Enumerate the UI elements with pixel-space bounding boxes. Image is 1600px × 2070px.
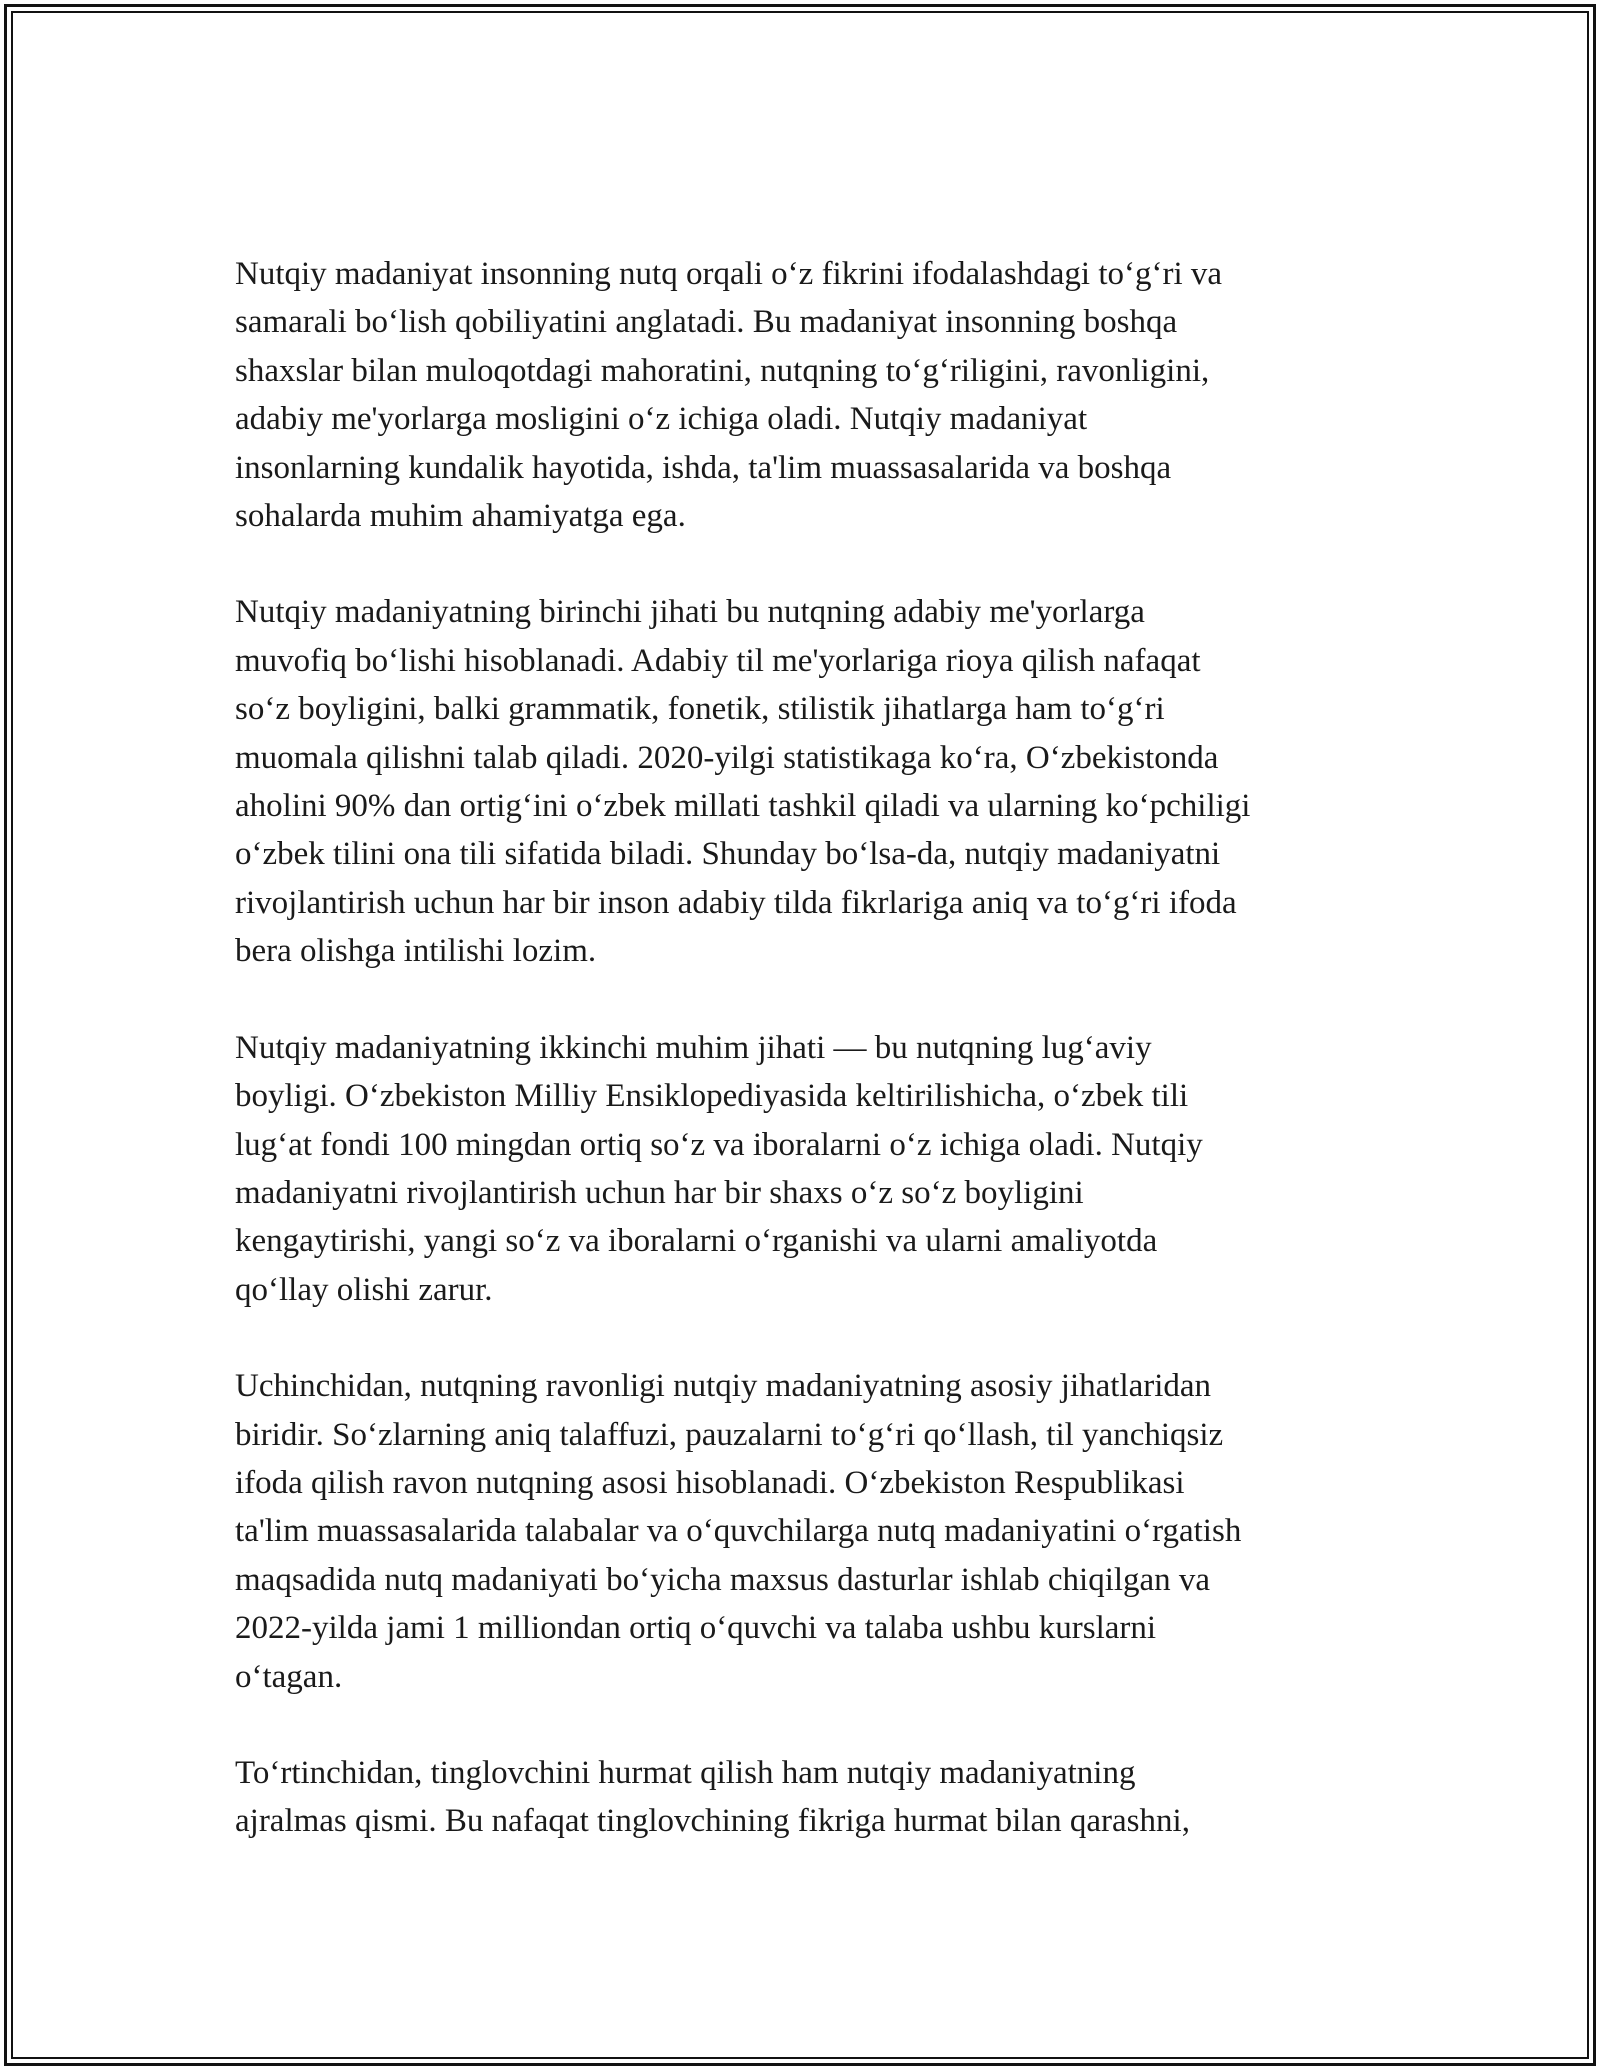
text-line: o‘tagan.	[235, 1658, 343, 1695]
text-line: adabiy me'yorlarga mosligini o‘z ichiga oladi. Nutqiy madaniyat	[235, 401, 1088, 438]
text-line: so‘z boyligini, balki grammatik, fonetik, stilistik jihatlarga ham to‘g‘ri	[235, 691, 1165, 728]
paragraph-1	[235, 250, 1365, 540]
text-line: maqsadida nutq madaniyati bo‘yicha maxsus dasturlar ishlab chiqilgan va	[235, 1561, 1211, 1598]
text-line: To‘rtinchidan, tinglovchini hurmat qilish ham nutqiy madaniyatning	[235, 1754, 1136, 1791]
text-line: Nutqiy madaniyatning ikkinchi muhim jihati — bu nutqning lug‘aviy	[235, 1029, 1152, 1066]
paragraph-4	[235, 1362, 1365, 1701]
text-line: samarali bo‘lish qobiliyatini anglatadi. Bu madaniyat insonning boshqa	[235, 304, 1178, 341]
text-line: kengaytirishi, yangi so‘z va iboralarni o‘rganishi va ularni amaliyotda	[235, 1223, 1158, 1260]
text-line: Nutqiy madaniyatning birinchi jihati bu nutqning adabiy me'yorlarga	[235, 594, 1145, 631]
text-line: muvofiq bo‘lishi hisoblanadi. Adabiy til me'yorlariga rioya qilish nafaqat	[235, 642, 1201, 679]
text-line: 2022-yilda jami 1 milliondan ortiq o‘quvchi va talaba ushbu kurslarni	[235, 1610, 1157, 1647]
paragraph-2	[235, 588, 1365, 975]
document-body	[235, 250, 1365, 1894]
text-line: ifoda qilish ravon nutqning asosi hisoblanadi. O‘zbekiston Respublikasi	[235, 1464, 1185, 1501]
text-line: qo‘llay olishi zarur.	[235, 1271, 493, 1308]
text-line: rivojlantirish uchun har bir inson adabiy tilda fikrlariga aniq va to‘g‘ri ifoda	[235, 884, 1237, 921]
paragraph-5	[235, 1749, 1365, 1846]
text-line: madaniyatni rivojlantirish uchun har bir shaxs o‘z so‘z boyligini	[235, 1174, 1084, 1211]
text-line: ta'lim muassasalarida talabalar va o‘quvchilarga nutq madaniyatini o‘rgatish	[235, 1513, 1242, 1550]
text-line: shaxslar bilan muloqotdagi mahoratini, nutqning to‘g‘riligini, ravonligini,	[235, 352, 1210, 389]
text-line: biridir. So‘zlarning aniq talaffuzi, pauzalarni to‘g‘ri qo‘llash, til yanchiqsiz	[235, 1416, 1224, 1453]
text-line: insonlarning kundalik hayotida, ishda, ta'lim muassasalarida va boshqa	[235, 449, 1172, 486]
text-line: ajralmas qismi. Bu nafaqat tinglovchining fikriga hurmat bilan qarashni,	[235, 1803, 1190, 1840]
text-line: sohalarda muhim ahamiyatga ega.	[235, 498, 686, 535]
paragraph-3	[235, 1024, 1365, 1314]
text-line: o‘zbek tilini ona tili sifatida biladi. Shunday bo‘lsa-da, nutqiy madaniyatni	[235, 836, 1221, 873]
text-line: muomala qilishni talab qiladi. 2020-yilgi statistikaga ko‘ra, O‘zbekistonda	[235, 739, 1219, 776]
text-line: Uchinchidan, nutqning ravonligi nutqiy madaniyatning asosiy jihatlaridan	[235, 1368, 1212, 1405]
text-line: boyligi. O‘zbekiston Milliy Ensiklopediyasida keltirilishicha, o‘zbek tili	[235, 1078, 1189, 1115]
text-line: lug‘at fondi 100 mingdan ortiq so‘z va iboralarni o‘z ichiga oladi. Nutqiy	[235, 1126, 1203, 1163]
text-line: Nutqiy madaniyat insonning nutq orqali o‘z fikrini ifodalashdagi to‘g‘ri va	[235, 256, 1223, 292]
text-line: aholini 90% dan ortig‘ini o‘zbek millati tashkil qiladi va ularning ko‘pchiligi	[235, 788, 1251, 825]
text-line: bera olishga intilishi lozim.	[235, 933, 597, 970]
